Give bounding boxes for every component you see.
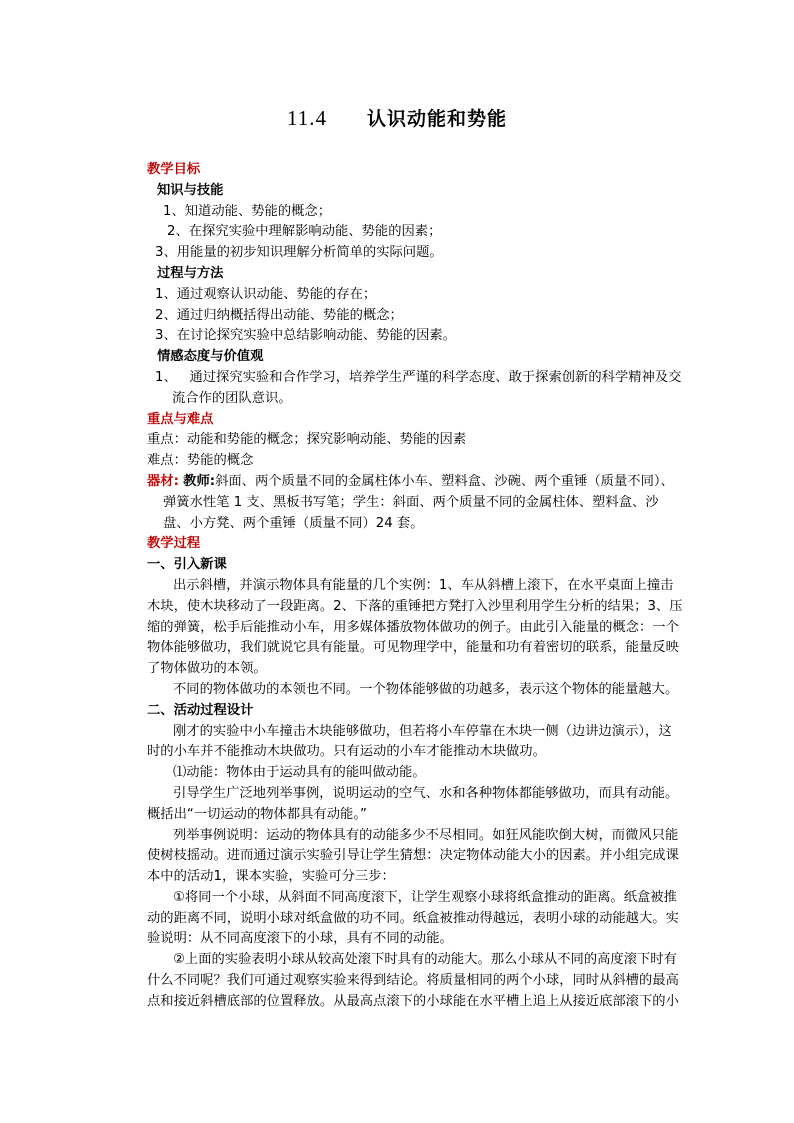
knowledge-heading: 知识与技能 xyxy=(157,182,224,198)
section2-paragraph-6: ②上面的实验表明小球从较高处滚下时具有的动能大。那么小球从不同的高度滚下时有什么不同呢？我们可通过观察实验来得到结论。将质量相同的两个小球，同时从斜槽的最高点和接近斜槽底部的位置释放。从最高点滚下的小球能在水平槽上追上从接近底部滚下的小 xyxy=(147,952,679,1009)
emotion-heading: 情感态度与价值观 xyxy=(157,349,264,365)
difficult-point: 难点：势能的概念 xyxy=(147,453,254,469)
title-text: 认识动能和势能 xyxy=(366,108,507,130)
knowledge-item-3: 3、用能量的初步知识理解分析简单的实际问题。 xyxy=(155,245,443,261)
process-item-1: 1、通过观察认识动能、势能的存在； xyxy=(155,286,377,302)
goals-heading: 教学目标 xyxy=(147,162,201,177)
equipment-label: 器材: xyxy=(147,473,179,489)
section2-paragraph-5: ①将同一个小球，从斜面不同高度滚下，让学生观察小球将纸盒推动的距离。纸盒被推动的距离不同，说明小球对纸盒做的功不同。纸盒被推动得越远，表明小球的动能越大。实验说明：从不同高度滚下的小球，具有不同的动能。 xyxy=(147,889,679,947)
document-body xyxy=(147,160,683,1013)
process-item-2: 2、通过归纳概括得出动能、势能的概念； xyxy=(155,307,403,323)
teaching-process-heading: 教学过程 xyxy=(147,536,201,552)
section-number: 11.4 xyxy=(287,106,327,130)
section2-paragraph-4: 列举事例说明：运动的物体具有的动能多少不尽相同。如狂风能吹倒大树，而微风只能使树枝摇动。进而通过演示实验引导让学生猜想：决定物体动能大小的因素。并小组完成课本中的活动1，课本实验，实验可分三步： xyxy=(147,827,679,885)
equipment xyxy=(147,472,683,534)
page-title xyxy=(0,104,794,131)
section2-heading: 二、活动过程设计 xyxy=(147,702,254,718)
section1-paragraph-2: 不同的物体做功的本领也不同。一个物体能够做的功越多，表示这个物体的能量越大。 xyxy=(173,681,679,697)
knowledge-item-2: 2、在探究实验中理解影响动能、势能的因素； xyxy=(167,224,442,240)
section2-paragraph-3: 引导学生广泛地列举事例，说明运动的空气、水和各种物体都能够做功，而具有动能。概括出“一切运动的物体都具有动能。” xyxy=(147,785,679,822)
emotion-item-number: 1、 xyxy=(155,369,177,385)
key-points-heading: 重点与难点 xyxy=(147,411,214,427)
section2-paragraph-2: ⑴动能：物体由于运动具有的能叫做动能。 xyxy=(173,765,426,781)
equipment-text: 斜面、两个质量不同的金属柱体小车、塑料盒、沙碗、两个重锤（质量不同）、弹簧水性笔 1 支、黑板书写笔；学生：斜面、两个质量不同的金属柱体、塑料盒、沙盘、小方凳、两个重锤（质量不同）24 套。 xyxy=(163,473,674,531)
process-item-3: 3、在讨论探究实验中总结影响动能、势能的因素。 xyxy=(155,328,456,344)
section2-paragraph-1: 刚才的实验中小车撞击木块能够做功，但若将小车停靠在木块一侧（边讲边演示），这时的小车并不能推动木块做功。只有运动的小车才能推动木块做功。 xyxy=(147,723,672,760)
emotion-item-text: 通过探究实验和合作学习，培养学生严谨的科学态度、敢于探索创新的科学精神及交流合作的团队意识。 xyxy=(172,369,682,406)
section1-paragraph-1: 出示斜槽，并演示物体具有能量的几个实例：1、车从斜槽上滚下，在水平桌面上撞击木块，使木块移动了一段距离。2、下落的重锤把方凳打入沙里利用学生分析的结果；3、压缩的弹簧，松手后能推动小车，用多媒体播放物体做功的例子。由此引入能量的概念：一个物体能够做功，我们就说它具有能量。可见物理学中，能量和功有着密切的联系，能量反映了物体做功的本领。 xyxy=(147,577,683,677)
process-method-heading: 过程与方法 xyxy=(157,265,224,281)
knowledge-item-1: 1、知道动能、势能的概念； xyxy=(163,203,332,219)
key-point: 重点：动能和势能的概念；探究影响动能、势能的因素 xyxy=(147,432,467,448)
section1-heading: 一、引入新课 xyxy=(147,557,227,573)
teacher-label: 教师: xyxy=(183,473,216,489)
emotion-item xyxy=(147,368,683,410)
